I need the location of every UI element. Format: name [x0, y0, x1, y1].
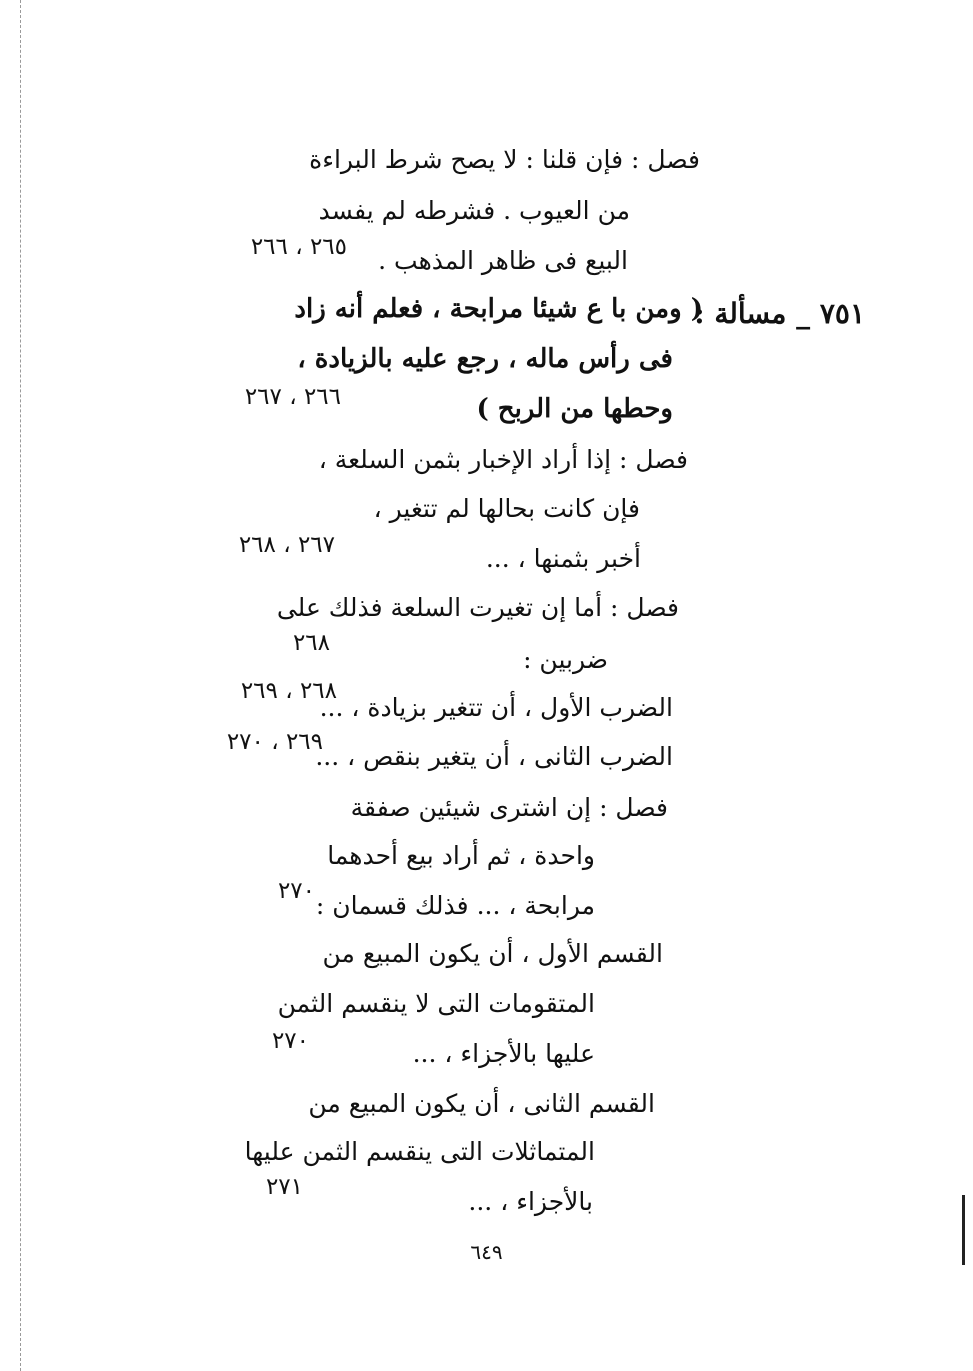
index-line: فصل : أما إن تغيرت السلعة فذلك على: [276, 593, 679, 622]
index-line: فصل : إذا أراد الإخبار بثمن السلعة ،: [318, 445, 688, 474]
index-line: فإن كانت بحالها لم تتغير ،: [373, 494, 640, 523]
page-number: ٦٤٩: [470, 1240, 503, 1264]
index-line: بالأجزاء ، ...: [468, 1187, 593, 1216]
index-line: فصل : فإن قلنا : لا يصح شرط البراءة: [309, 145, 700, 174]
page-ref: ٢٧٠: [277, 878, 315, 904]
page-ref: ٢٦٨ ، ٢٦٩: [240, 678, 337, 704]
issue-heading: ٧٥١ _ مسألة :: [694, 297, 865, 330]
index-line: القسم الثانى ، أن يكون المبيع من: [308, 1089, 655, 1118]
index-line: ضربين :: [523, 645, 608, 674]
index-line: من العيوب . فشرطه لم يفسد: [318, 196, 630, 225]
index-line: البيع فى ظاهر المذهب .: [378, 246, 628, 275]
page-ref: ٢٦٩ ، ٢٧٠: [226, 729, 323, 755]
index-line: واحدة ، ثم أراد بيع أحدهما: [327, 841, 595, 870]
index-line: المتقومات التى لا ينقسم الثمن: [277, 989, 595, 1018]
index-line: الضرب الأول ، أن تتغير بزيادة ، ...: [319, 693, 673, 722]
page-ref: ٢٦٨: [292, 630, 330, 656]
page-ref: ٢٦٧ ، ٢٦٨: [238, 532, 335, 558]
index-line: أخبر بثمنها ، ...: [485, 544, 641, 573]
index-line: مرابحة ، ... فذلك قسمان :: [315, 891, 595, 920]
issue-text-line: فى رأس ماله ، رجع عليه بالزيادة ،: [297, 344, 673, 374]
index-line: عليها بالأجزاء ، ...: [412, 1039, 595, 1068]
index-line: المتماثلات التى ينقسم الثمن عليها: [244, 1137, 595, 1166]
page-ref: ٢٧٠: [271, 1028, 309, 1054]
index-line: الضرب الثانى ، أن يتغير بنقص ، ...: [315, 742, 673, 771]
page-ref: ٢٦٥ ، ٢٦٦: [250, 234, 347, 260]
index-line: القسم الأول ، أن يكون المبيع من: [322, 939, 663, 968]
scan-edge-line: [20, 0, 21, 1371]
issue-text-line: ( ومن با ع شيئا مرابحة ، فعلم أنه زاد: [294, 294, 703, 324]
page-ref: ٢٧١: [265, 1174, 303, 1200]
index-line: فصل : إن اشترى شيئين صفقة: [350, 793, 668, 822]
page-ref: ٢٦٦ ، ٢٦٧: [244, 384, 341, 410]
issue-text-line: وحطها من الربح ): [476, 394, 673, 424]
